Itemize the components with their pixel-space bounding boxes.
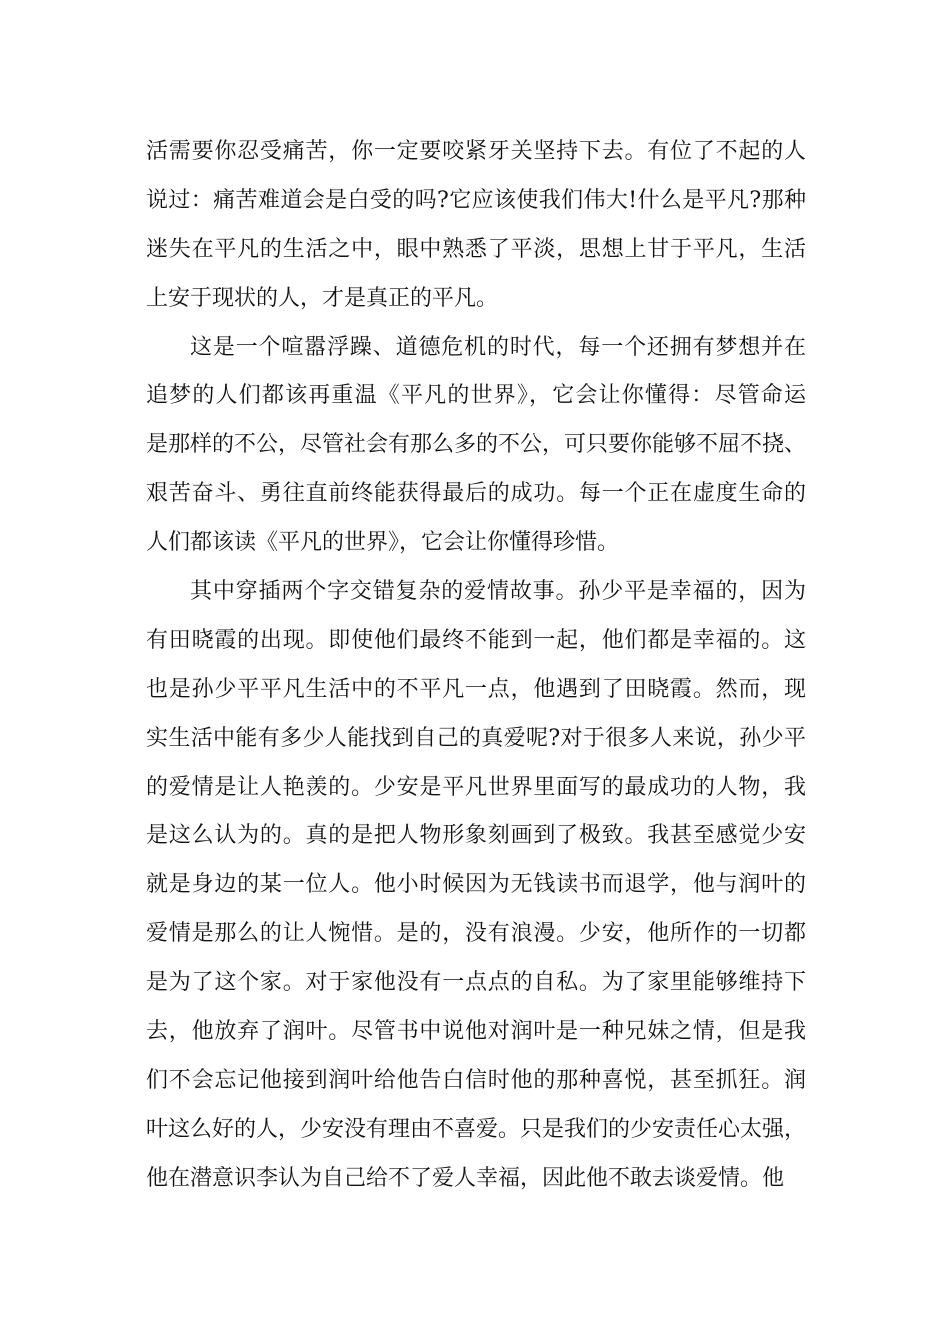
text-line: 有田晓霞的出现。即使他们最终不能到一起，他们都是幸福的。这 — [146, 627, 806, 653]
text-line: 是为了这个家。对于家他没有一点点的自私。为了家里能够维持下 — [146, 970, 806, 996]
text-line: 去，他放弃了润叶。尽管书中说他对润叶是一种兄妹之情，但是我 — [146, 1019, 806, 1045]
text-line: 是那样的不公，尽管社会有那么多的不公，可只要你能够不屈不挠、 — [146, 432, 807, 458]
text-line: 叶这么好的人，少安没有理由不喜爱。只是我们的少安责任心太强， — [146, 1116, 807, 1142]
text-line: 爱情是那么的让人惋惜。是的，没有浪漫。少安，他所作的一切都 — [146, 921, 806, 947]
text-line: 其中穿插两个字交错复杂的爱情故事。孙少平是幸福的，因为 — [190, 579, 806, 605]
text-line: 也是孙少平平凡生活中的不平凡一点，他遇到了田晓霞。然而，现 — [146, 676, 806, 702]
text-line: 是这么认为的。真的是把人物形象刻画到了极致。我甚至感觉少安 — [146, 823, 806, 849]
text-line: 上安于现状的人，才是真正的平凡。 — [146, 285, 499, 311]
text-line: 他在潜意识李认为自己给不了爱人幸福，因此他不敢去谈爱情。他 — [146, 1165, 785, 1191]
text-line: 说过：痛苦难道会是白受的吗?它应该使我们伟大!什么是平凡?那种 — [146, 187, 806, 213]
document-body — [146, 128, 806, 1204]
text-line: 活需要你忍受痛苦，你一定要咬紧牙关坚持下去。有位了不起的人 — [146, 139, 806, 164]
text-line: 的爱情是让人艳羡的。少安是平凡世界里面写的最成功的人物，我 — [146, 774, 806, 800]
text-line: 这是一个喧嚣浮躁、道德危机的时代，每一个还拥有梦想并在 — [190, 334, 806, 360]
text-line: 实生活中能有多少人能找到自己的真爱呢?对于很多人来说，孙少平 — [146, 725, 806, 751]
text-line: 迷失在平凡的生活之中，眼中熟悉了平淡，思想上甘于平凡，生活 — [146, 236, 806, 262]
paragraph — [146, 324, 806, 568]
text-line: 追梦的人们都该再重温《平凡的世界》，它会让你懂得：尽管命运 — [146, 383, 806, 409]
text-line: 人们都该读《平凡的世界》，它会让你懂得珍惜。 — [146, 530, 620, 556]
paragraph — [146, 128, 806, 324]
text-line: 就是身边的某一位人。他小时候因为无钱读书而退学，他与润叶的 — [146, 872, 806, 898]
paragraph — [146, 568, 806, 1204]
text-line: 艰苦奋斗、勇往直前终能获得最后的成功。每一个正在虚度生命的 — [146, 481, 806, 507]
text-line: 们不会忘记他接到润叶给他告白信时他的那种喜悦，甚至抓狂。润 — [146, 1067, 806, 1093]
